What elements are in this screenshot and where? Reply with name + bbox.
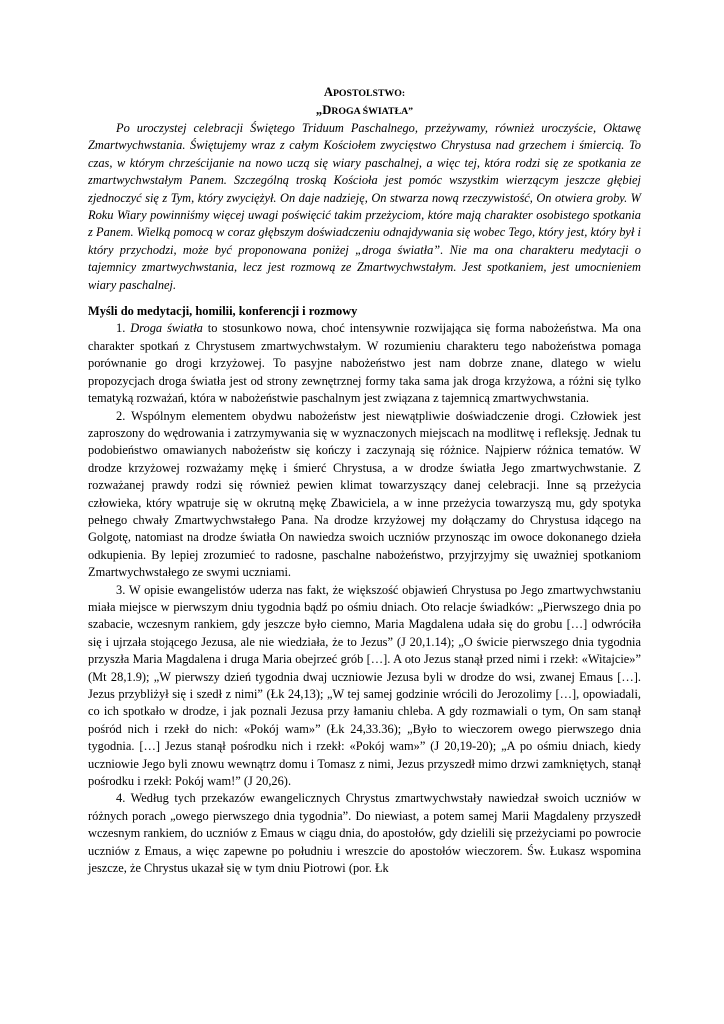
document-title-line-1 — [88, 84, 641, 102]
paragraph-2: 2. Wspólnym elementem obydwu nabożeństw jest niewątpliwie doświadczenie drogi. Człowiek jest zaproszony do wędrowania i zatrzymywania się w wyznaczonych miejscach na modlitwę i refleksję. Jednak tu podobieństwo omawianych nabożeństw się kończy i zaczynają się różnice. Najpierw różnica tematów. W drodze krzyżowej rozważamy mękę i śmierć Chrystusa, a w drodze światła Jego zmartwychwstanie. Z rozważanej prawdy rodzi się również pewien klimat towarzyszący danej celebracji. Inne są przeżycia człowieka, który wpatruje się w okrutną mękę Zbawiciela, a w inne przeżycia towarzyszą mu, gdy spotyka pełnego chwały Zmartwychwstałego Pana. Na drodze krzyżowej my dołączamy do Chrystusa idącego na Golgotę, natomiast na drodze światła On nawiedza swoich uczniów przynosząc im owoce dokonanego dzieła odkupienia. By lepiej zrozumieć to radosne, paschalne nabożeństwo, przyjrzyjmy się uważniej spotkaniom Zmartwychwstałego ze swymi uczniami. — [88, 408, 641, 580]
document-title-line-2 — [88, 102, 641, 120]
paragraph-1-term: Droga światła — [130, 321, 203, 336]
section-heading: Myśli do medytacji, homilii, konferencji i rozmowy — [88, 304, 358, 319]
paragraph-1-number: 1. — [116, 321, 131, 336]
document-page — [88, 84, 641, 877]
paragraph-3: 3. W opisie ewangelistów uderza nas fakt, że większość objawień Chrystusa po Jego zmartwychwstaniu miała miejsce w pierwszym dniu tygodnia bądź po ośmiu dniach. Oto relacje świadków: „Pierwszego dnia po szabacie, wczesnym rankiem, gdy jeszcze było ciemno, Maria Magdalena udała się do grobu […] odwróciła się i ujrzała stojącego Jezusa, ale nie wiedziała, że to Jezus” (J 20,1.14); „O świcie pierwszego dnia tygodnia przyszła Maria Magdalena i druga Maria obejrzeć grób […]. A oto Jezus stanął przed nimi i rzekł: «Witajcie»” (Mt 28,1.9); „W pierwszy dzień tygodnia dwaj uczniowie Jezusa byli w drodze do wsi, zwanej Emaus […]. Jezus przybliżył się i szedł z nimi” (Łk 24,13); „W tej samej godzinie wrócili do Jerozolimy […], opowiadali, co ich spotkało w drodze, i jak poznali Jezusa przy łamaniu chleba. A gdy rozmawiali o tym, On sam stanął pośród nich i rzekł do nich: «Pokój wam»” (Łk 24,33.36); „Było to wieczorem owego pierwszego dnia tygodnia. […] Jezus stanął pośrodku nich i rzekł: «Pokój wam»” (J 20,19-20); „A po ośmiu dniach, kiedy uczniowie Jego byli znowu wewnątrz domu i Tomasz z nimi, Jezus przyszedł mimo drzwi zamkniętych, stanął pośrodku i rzekł: Pokój wam!” (J 20,26). — [88, 582, 641, 789]
subtitle-initial: „D — [315, 103, 332, 117]
paragraph-1-text: to stosunkowo nowa, choć intensywnie rozwijająca się forma nabożeństwa. Ma ona charakter spotkań z Chrystusem zmartwychwstałym. W rozumieniu charakteru tego nabożeństwa pomaga porównanie go drogi krzyżowej. To pasyjne nabożeństwo jest nam dobrze znane, dlatego w wielu propozycjach droga światła jest od strony zewnętrznej formy taka sama jak droga krzyżowa, a różni się tylko tematyką rozważań, która w nabożeństwie paschalnym jest związana z tajemnicą zmartwychwstania. — [88, 321, 641, 406]
title-rest: POSTOLSTWO: — [332, 88, 406, 99]
subtitle-rest: ROGA ŚWIATŁA” — [331, 106, 414, 117]
paragraph-4: 4. Według tych przekazów ewangelicznych Chrystus zmartwychwstały nawiedzał swoich uczniów w różnych porach „owego pierwszego dnia tygodnia”. Do niewiast, a potem samej Marii Magdaleny przyszedł wczesnym rankiem, do uczniów z Emaus w ciągu dnia, do apostołów, gdy dzielili się przeżyciami po powrocie uczniów z Emaus, a więc zapewne po południu i wreszcie do apostołów wieczorem. Św. Łukasz wspomina jeszcze, że Chrystus ukazał się w tym dniu Piotrowi (por. Łk — [88, 791, 641, 876]
title-initial: A — [323, 85, 333, 99]
paragraph-1 — [88, 320, 641, 407]
intro-paragraph: Po uroczystej celebracji Świętego Triduum Paschalnego, przeżywamy, również uroczyście, Oktawę Zmartwychwstania. Świętujemy wraz z całym Kościołem zwycięstwo Chrystusa nad grzechem i śmiercią. To czas, w którym chrześcijanie na nowo uczą się wiary paschalnej, a więc tej, która rodzi się ze spotkania ze zmartwychwstałym Panem. Szczególną troską Kościoła jest pomóc wszystkim wierzącym jeszcze głębiej zjednoczyć się z Tym, który zwyciężył. On daje nadzieję, On stwarza nową rzeczywistość, On otwiera groby. W Roku Wiary powinniśmy więcej uwagi poświęcić takim przeżyciom, które mają charakter osobistego spotkania z Panem. Wielką pomocą w coraz głębszym doświadczeniu odnajdywania się wobec Tego, który jest, który był i który przychodzi, może być proponowana poniżej „droga światła”. Nie ma ona charakteru medytacji o tajemnicy zmartwychwstania, lecz jest rozmową ze Zmartwychwstałym. Jest spotkaniem, jest umocnieniem wiary paschalnej. — [88, 121, 641, 292]
